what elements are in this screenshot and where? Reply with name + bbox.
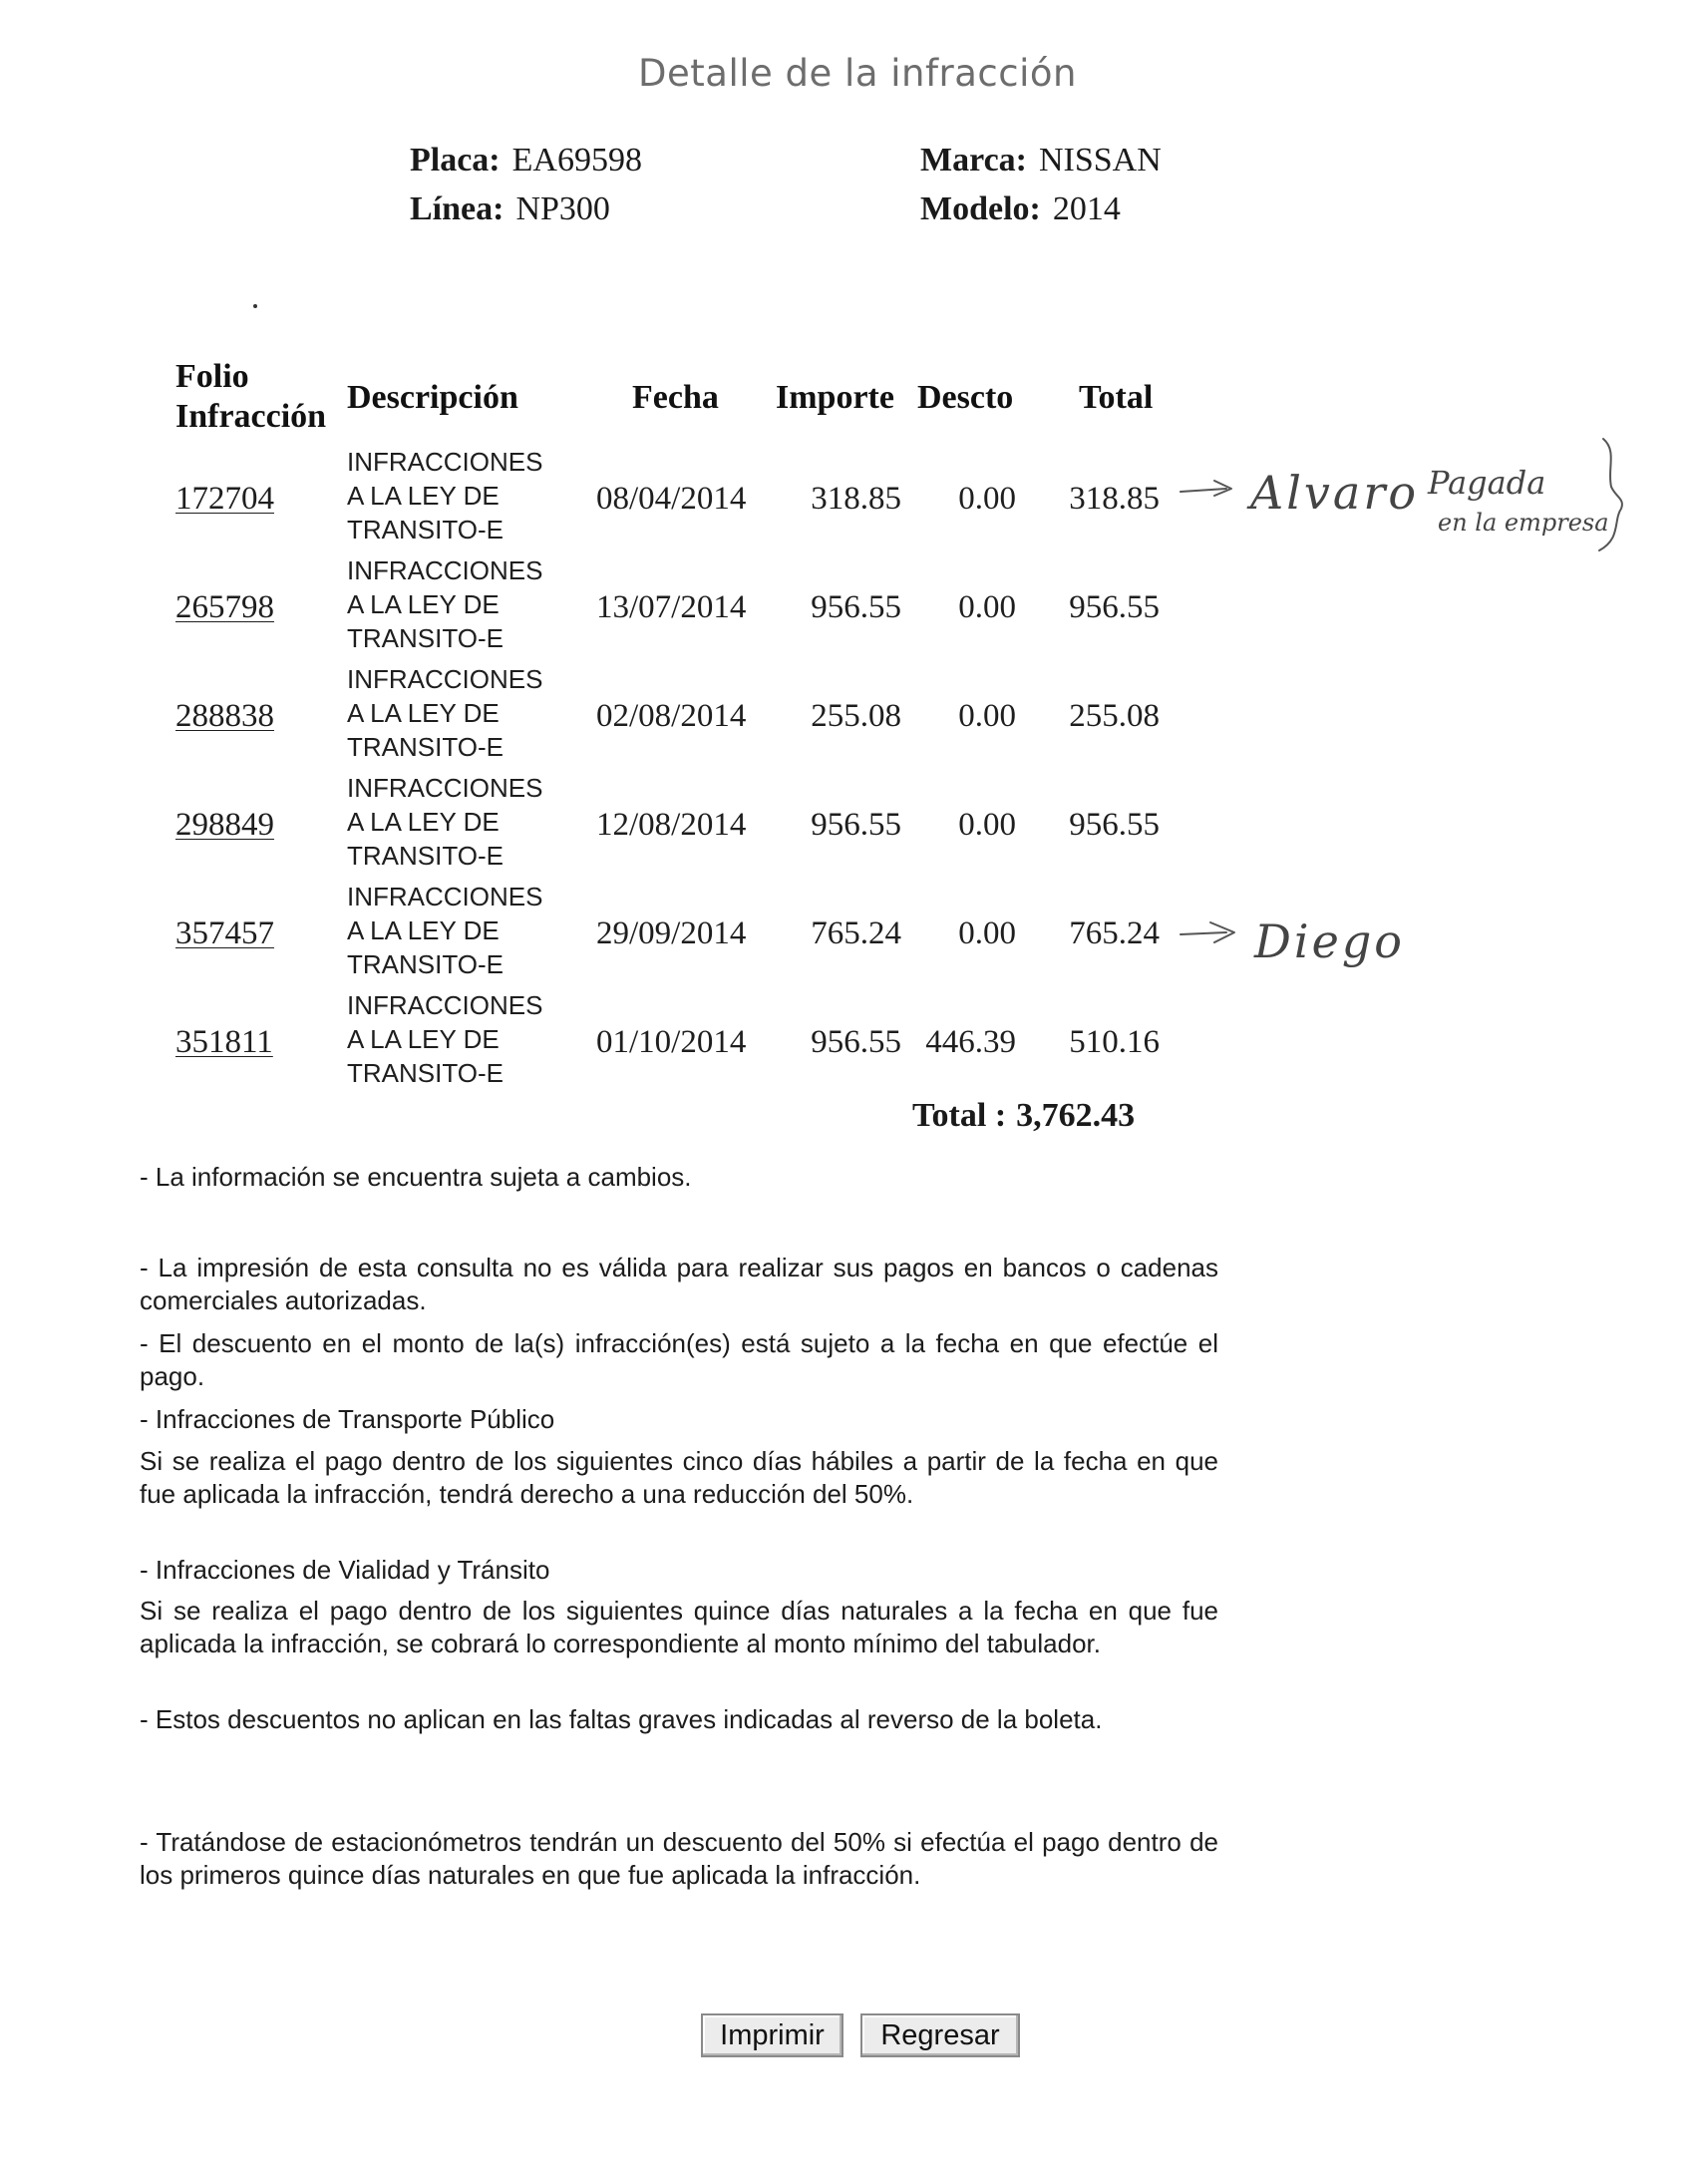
note-estacionometros: - Tratándose de estacionómetros tendrán un descuento del 50% si efectúa el pago dentro de los primeros quince días naturales en que fue aplicada la infracción. [140, 1827, 1218, 1890]
note-alvaro: Alvaro [1250, 466, 1420, 520]
row-importe: 956.55 [811, 1024, 901, 1060]
row-total: 956.55 [1069, 589, 1160, 625]
header-descto: Descto [917, 379, 1014, 416]
linea-value: NP300 [515, 190, 610, 227]
folio-link[interactable]: 298849 [175, 807, 274, 843]
note-print-invalid: - La impresión de esta consulta no es válida para realizar sus pagos en bancos o cadenas comerciales autorizadas. [140, 1253, 1218, 1315]
folio-link[interactable]: 288838 [175, 698, 274, 734]
desc-line: INFRACCIONES [347, 882, 543, 911]
desc-line: INFRACCIONES [347, 555, 543, 585]
row-descto: 0.00 [958, 698, 1016, 734]
row-descto: 0.00 [958, 807, 1016, 843]
row-importe: 765.24 [811, 915, 901, 951]
row-importe: 956.55 [811, 589, 901, 625]
arrow-icon [1180, 489, 1226, 492]
desc-line: INFRACCIONES [347, 773, 543, 803]
folio-link[interactable]: 351811 [175, 1024, 273, 1060]
row-descto: 0.00 [958, 915, 1016, 951]
desc-line: TRANSITO-E [347, 732, 504, 762]
note-vialidad-text: Si se realiza el pago dentro de los siguientes quince días naturales a la fecha en que fue aplicada la infracción, se cobrará lo correspondiente al monto mínimo del tabulador. [140, 1596, 1218, 1658]
row-fecha: 01/10/2014 [596, 1024, 747, 1060]
note-discount-date: - El descuento en el monto de la(s) infracción(es) está sujeto a la fecha en que efectúe el pago. [140, 1328, 1218, 1391]
note-faltas-graves: - Estos descuentos no aplican en las faltas graves indicadas al reverso de la boleta. [140, 1704, 1103, 1734]
folio-link[interactable]: 265798 [175, 589, 274, 625]
row-fecha: 02/08/2014 [596, 698, 747, 734]
grand-total-label: Total : [912, 1097, 1007, 1134]
row-descto: 446.39 [925, 1024, 1016, 1060]
desc-line: TRANSITO-E [347, 515, 504, 545]
note-transporte-text: Si se realiza el pago dentro de los siguientes cinco días hábiles a partir de la fecha en que fue aplicada la infracción, tendrá derecho a una reducción del 50%. [140, 1446, 1218, 1509]
print-button[interactable]: Imprimir [701, 2013, 843, 2057]
header-folio-line1: Folio [175, 358, 249, 395]
row-importe: 255.08 [811, 698, 901, 734]
row-descto: 0.00 [958, 589, 1016, 625]
desc-line: A LA LEY DE [347, 915, 500, 945]
placa-label: Placa: [410, 142, 501, 179]
linea-label: Línea: [410, 190, 505, 227]
note-diego: Diego [1254, 914, 1405, 968]
header-importe: Importe [776, 379, 894, 416]
note-info-changes: - La información se encuentra sujeta a cambios. [140, 1162, 692, 1192]
row-total: 318.85 [1069, 481, 1160, 517]
modelo-label: Modelo: [920, 190, 1041, 227]
desc-line: A LA LEY DE [347, 807, 500, 837]
back-button[interactable]: Regresar [860, 2013, 1020, 2057]
desc-line: A LA LEY DE [347, 589, 500, 619]
note-en-la-empresa: en la empresa [1438, 509, 1609, 537]
row-fecha: 12/08/2014 [596, 807, 747, 843]
modelo-value: 2014 [1052, 190, 1121, 227]
row-importe: 956.55 [811, 807, 901, 843]
grand-total-value: 3,762.43 [1016, 1097, 1136, 1134]
marca-label: Marca: [920, 142, 1027, 179]
desc-line: TRANSITO-E [347, 949, 504, 979]
header-descripcion: Descripción [347, 379, 518, 416]
arrow-icon [1180, 932, 1226, 934]
note-transporte-heading: - Infracciones de Transporte Público [140, 1404, 555, 1434]
row-fecha: 08/04/2014 [596, 481, 747, 517]
header-folio-line2: Infracción [175, 398, 327, 435]
row-importe: 318.85 [811, 481, 901, 517]
folio-link[interactable]: 357457 [175, 915, 274, 951]
header-total: Total [1079, 379, 1154, 416]
row-fecha: 29/09/2014 [596, 915, 747, 951]
desc-line: A LA LEY DE [347, 1024, 500, 1054]
row-descto: 0.00 [958, 481, 1016, 517]
desc-line: TRANSITO-E [347, 623, 504, 653]
desc-line: INFRACCIONES [347, 990, 543, 1020]
header-fecha: Fecha [632, 379, 719, 416]
row-total: 510.16 [1069, 1024, 1160, 1060]
placa-value: EA69598 [511, 142, 642, 179]
marca-value: NISSAN [1038, 142, 1162, 179]
desc-line: INFRACCIONES [347, 664, 543, 694]
row-total: 956.55 [1069, 807, 1160, 843]
desc-line: INFRACCIONES [347, 447, 543, 477]
row-total: 765.24 [1069, 915, 1160, 951]
note-vialidad-heading: - Infracciones de Vialidad y Tránsito [140, 1555, 550, 1585]
desc-line: TRANSITO-E [347, 1058, 504, 1088]
folio-link[interactable]: 172704 [175, 481, 274, 517]
page-title: Detalle de la infracción [638, 52, 1077, 95]
row-fecha: 13/07/2014 [596, 589, 747, 625]
desc-line: A LA LEY DE [347, 698, 500, 728]
note-pagada: Pagada [1428, 464, 1546, 502]
row-total: 255.08 [1069, 698, 1160, 734]
desc-line: TRANSITO-E [347, 841, 504, 871]
desc-line: A LA LEY DE [347, 481, 500, 511]
